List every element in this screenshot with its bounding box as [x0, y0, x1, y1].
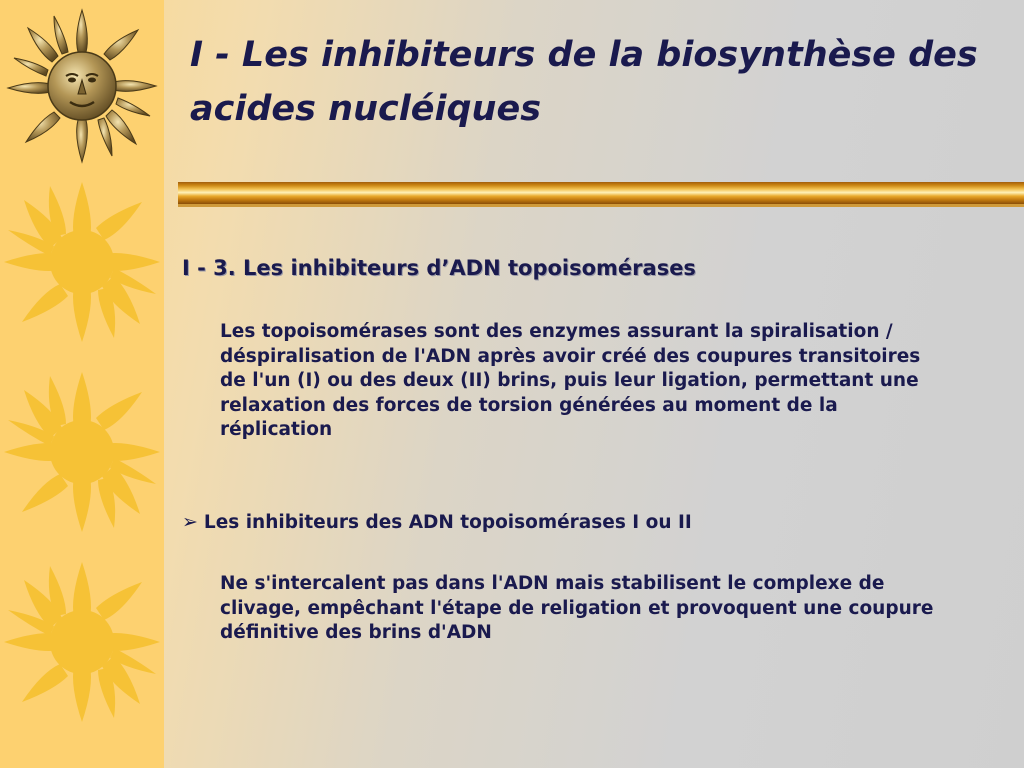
arrow-bullet-icon: ➢	[182, 511, 198, 533]
definition-paragraph: Les topoisomérases sont des enzymes assurant la spiralisation / déspiralisation de l'ADN après avoir créé des coupures transitoires de l'un (I) ou des deux (II) brins, puis leur ligation, permettant une relaxation des forces de torsion générées au moment de la réplication	[220, 321, 921, 441]
sun-icon	[4, 560, 160, 724]
mechanism-paragraph: Ne s'intercalent pas dans l'ADN mais stabilisent le complexe de clivage, empêchant l'étape de religation et provoquent une coupure définitive des brins d'ADN	[220, 573, 934, 644]
bullet-item	[182, 511, 982, 533]
title-divider-underline	[178, 204, 1024, 207]
sun-icon	[4, 180, 160, 344]
section-heading: I - 3. Les inhibiteurs d’ADN topoisomérases	[182, 256, 696, 280]
sun-face-icon	[6, 6, 158, 166]
decorative-side-strip	[0, 0, 164, 768]
slide-title: I - Les inhibiteurs de la biosynthèse des acides nucléiques	[190, 35, 978, 129]
sun-icon	[4, 370, 160, 534]
title-divider	[178, 182, 1024, 204]
bullet-text: Les inhibiteurs des ADN topoisomérases I ou II	[203, 512, 692, 533]
